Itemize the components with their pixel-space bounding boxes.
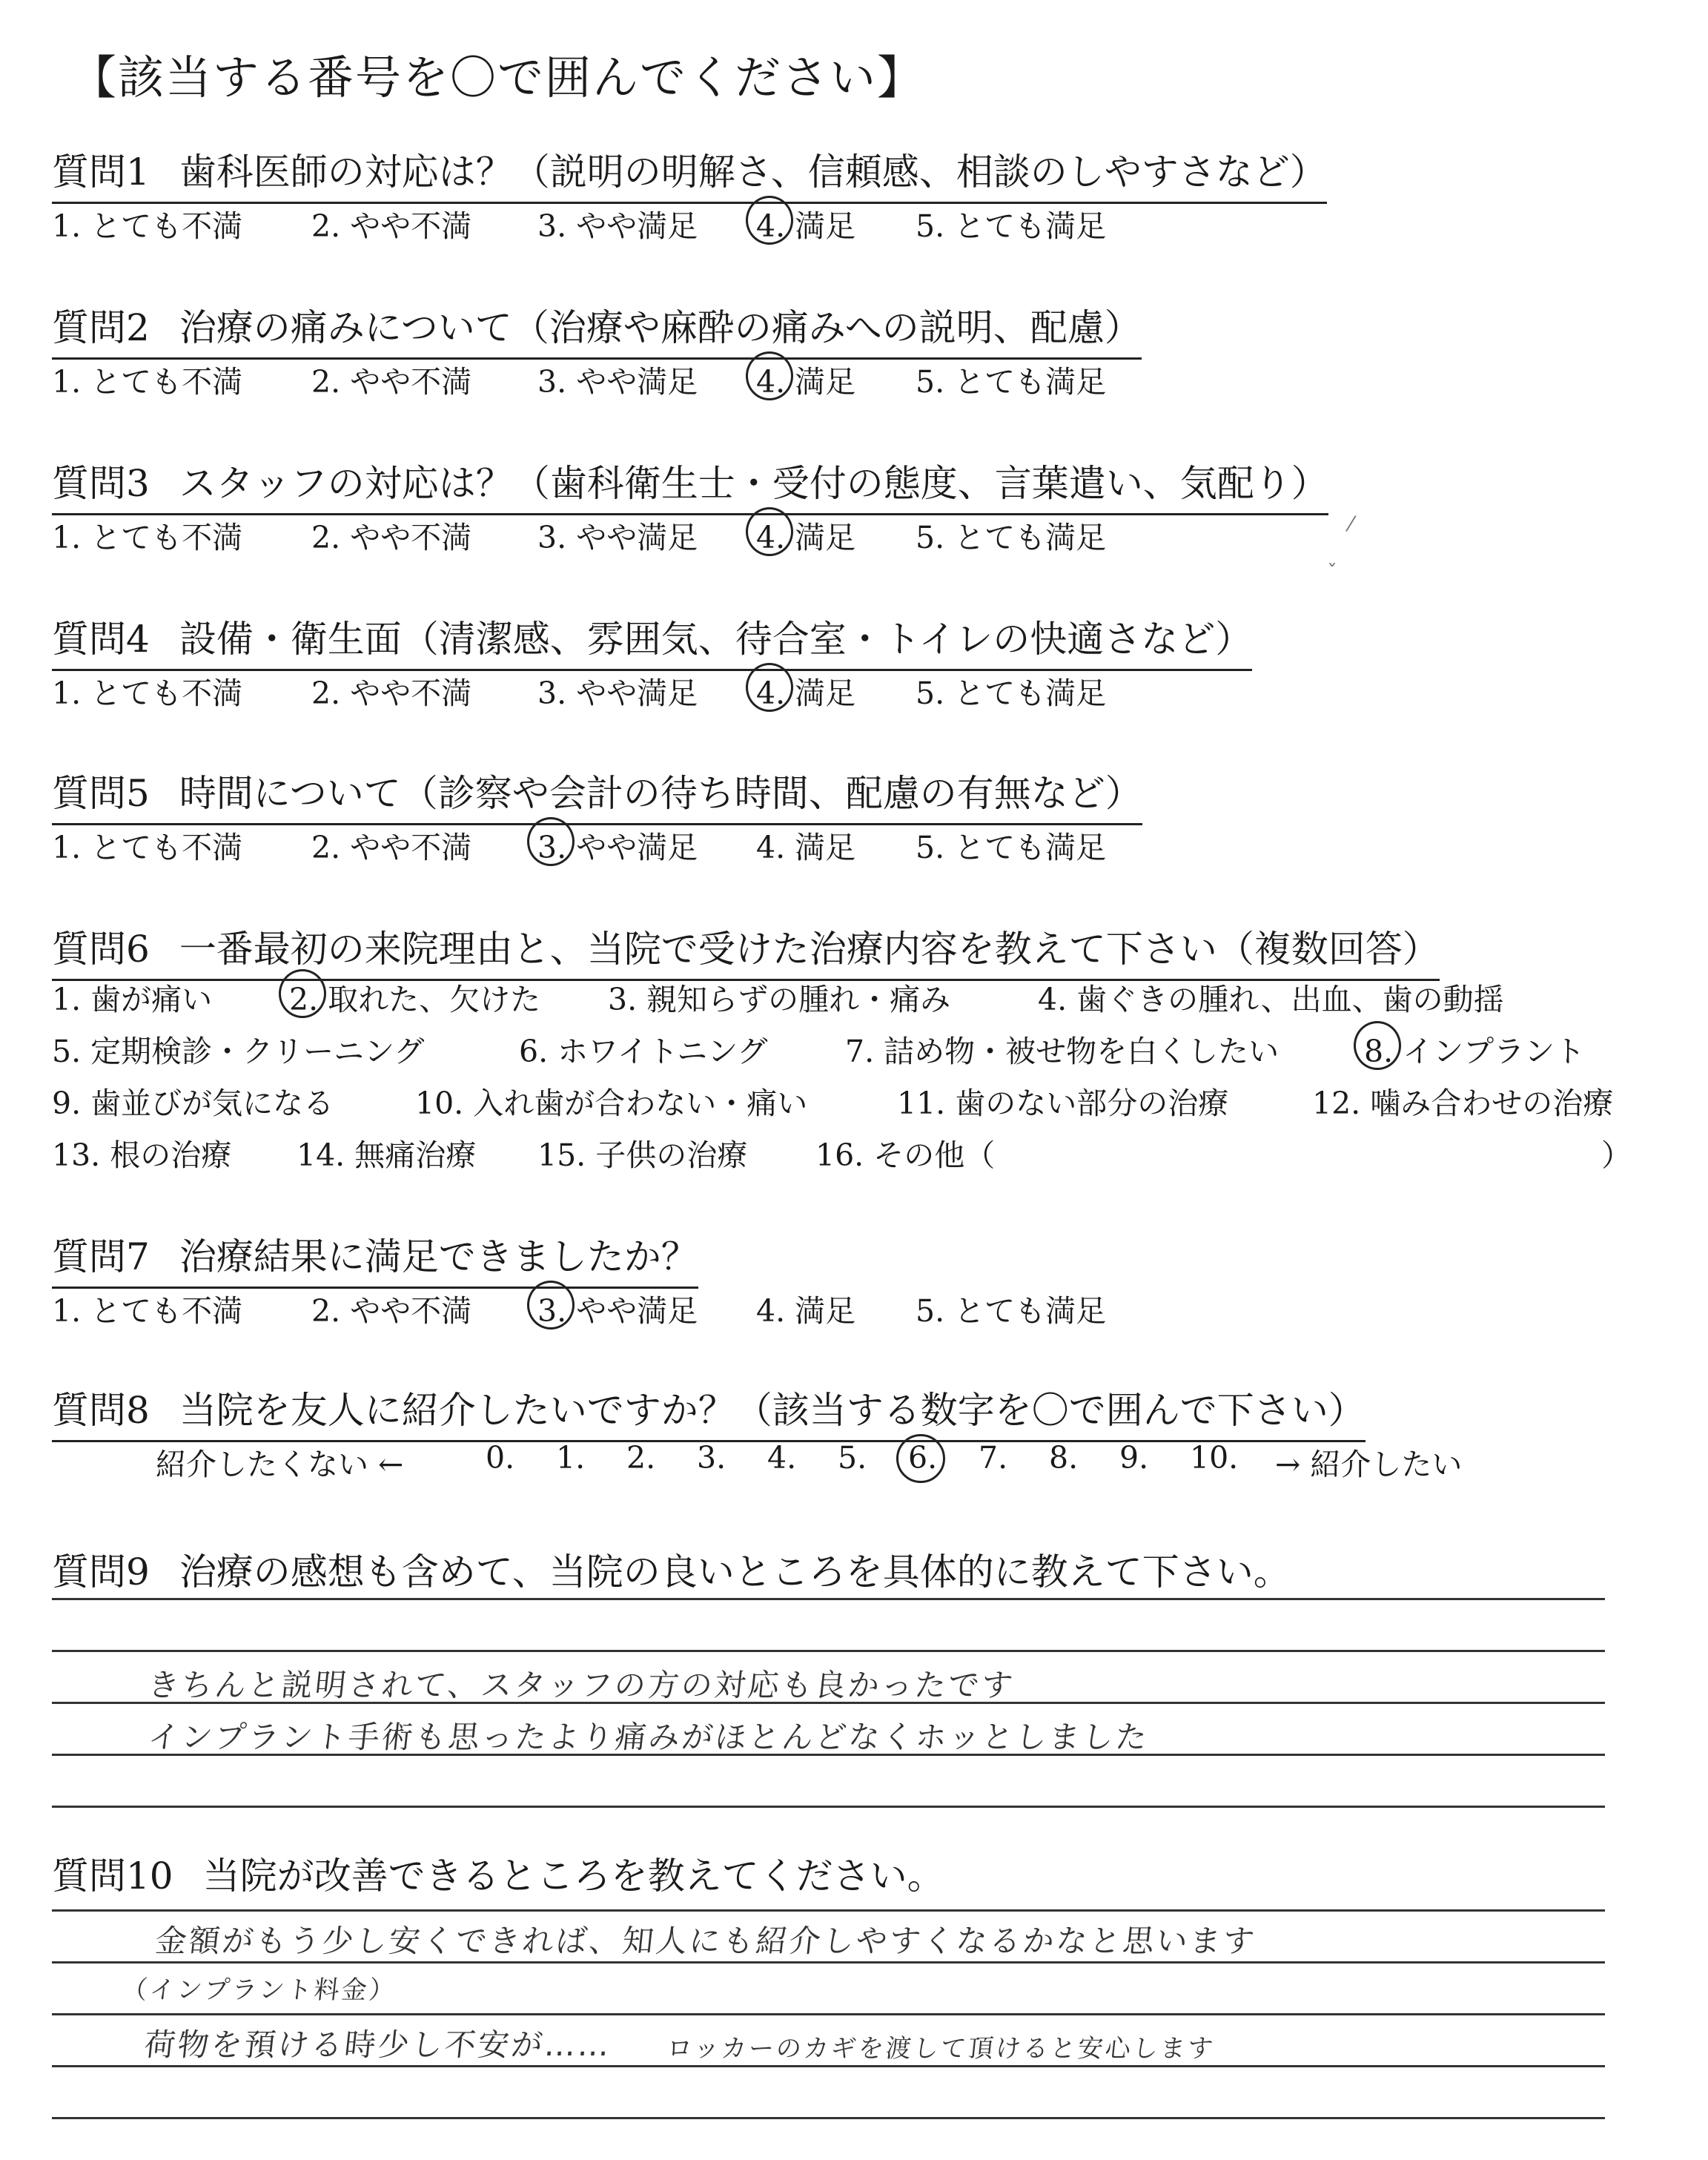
q6-option-4[interactable]: 4. 歯ぐきの腫れ、出血、歯の動揺 bbox=[1038, 982, 1504, 1017]
q8-value-4[interactable]: 4. bbox=[767, 1440, 797, 1476]
q5-option-1[interactable]: 1. とても不満 bbox=[52, 830, 243, 865]
q2-option-3[interactable]: 3. やや満足 bbox=[537, 364, 698, 400]
q4-option-3[interactable]: 3. やや満足 bbox=[537, 676, 698, 711]
q8-value-1[interactable]: 1. bbox=[556, 1440, 586, 1476]
q10-handwritten-answer-2: （インプラント料金） bbox=[120, 1975, 398, 2005]
question-9-number: 質問9 bbox=[52, 1550, 150, 1593]
q7-option-2[interactable]: 2. やや不満 bbox=[311, 1293, 472, 1329]
question-4-number: 質問4 bbox=[52, 618, 150, 661]
q9-handwritten-answer-1: きちんと説明されて、スタッフの方の対応も良かったです bbox=[146, 1667, 1017, 1703]
q6-option-1[interactable]: 1. 歯が痛い bbox=[52, 982, 213, 1017]
q3-option-5[interactable]: 5. とても満足 bbox=[916, 520, 1107, 555]
question-5-text: 時間について（診察や会計の待ち時間、配慮の有無など） bbox=[179, 772, 1142, 815]
question-5-heading bbox=[52, 764, 1142, 825]
question-2-number: 質問2 bbox=[52, 306, 150, 349]
q10-answer-line-1 bbox=[52, 1909, 1605, 1912]
question-3-text: スタッフの対応は？（歯科衛生士・受付の態度、言葉遣い、気配り） bbox=[179, 462, 1328, 505]
page-title: 【該当する番号を〇で囲んでください】 bbox=[70, 50, 925, 105]
q2-option-5[interactable]: 5. とても満足 bbox=[916, 364, 1107, 400]
q1-option-2[interactable]: 2. やや不満 bbox=[311, 208, 472, 244]
q8-left-label: 紹介したくない ← bbox=[156, 1447, 404, 1482]
question-8-heading bbox=[52, 1381, 1366, 1442]
q7-option-5[interactable]: 5. とても満足 bbox=[916, 1293, 1107, 1329]
question-1-text: 歯科医師の対応は？（説明の明解さ、信頼感、相談のしやすさなど） bbox=[179, 151, 1327, 194]
q6-option-13[interactable]: 13. 根の治療 bbox=[52, 1137, 232, 1173]
q5-option-3-circled[interactable]: 3. やや満足 bbox=[537, 823, 698, 867]
q9-answer-line-5 bbox=[52, 1806, 1605, 1808]
q8-value-0[interactable]: 0. bbox=[486, 1440, 515, 1476]
question-10-heading bbox=[52, 1846, 944, 1906]
q8-value-9[interactable]: 9. bbox=[1119, 1440, 1149, 1476]
q9-answer-line-3 bbox=[52, 1702, 1605, 1704]
question-4-text: 設備・衛生面（清潔感、雰囲気、待合室・トイレの快適さなど） bbox=[179, 618, 1253, 661]
stray-pen-mark: ⁄ bbox=[1349, 512, 1353, 536]
question-10-text: 当院が改善できるところを教えてください。 bbox=[202, 1855, 944, 1898]
q2-option-4-circled[interactable]: 4. 満足 bbox=[756, 357, 855, 401]
question-8-number: 質問8 bbox=[52, 1389, 150, 1432]
q10-answer-line-3 bbox=[52, 2013, 1605, 2015]
q3-option-2[interactable]: 2. やや不満 bbox=[311, 520, 472, 555]
q6-option-7[interactable]: 7. 詰め物・被せ物を白くしたい bbox=[845, 1034, 1280, 1069]
q8-value-8[interactable]: 8. bbox=[1049, 1440, 1079, 1476]
q7-option-3-circled[interactable]: 3. やや満足 bbox=[537, 1287, 698, 1330]
q9-answer-line-4 bbox=[52, 1754, 1605, 1756]
question-9-text: 治療の感想も含めて、当院の良いところを具体的に教えて下さい。 bbox=[179, 1550, 1291, 1593]
q1-option-3[interactable]: 3. やや満足 bbox=[537, 208, 698, 244]
q3-option-1[interactable]: 1. とても不満 bbox=[52, 520, 243, 555]
question-5-number: 質問5 bbox=[52, 772, 150, 815]
q6-option-2-circled[interactable]: 2. 取れた、欠けた bbox=[289, 975, 540, 1019]
q8-value-2[interactable]: 2. bbox=[626, 1440, 656, 1476]
q7-option-1[interactable]: 1. とても不満 bbox=[52, 1293, 243, 1329]
q8-value-6-circled[interactable]: 6. bbox=[908, 1440, 938, 1476]
q9-answer-line-1 bbox=[52, 1598, 1605, 1600]
question-3-heading bbox=[52, 454, 1328, 515]
q8-value-7[interactable]: 7. bbox=[979, 1440, 1008, 1476]
q10-answer-line-2 bbox=[52, 1961, 1605, 1964]
q4-option-5[interactable]: 5. とても満足 bbox=[916, 676, 1107, 711]
question-6-heading bbox=[52, 919, 1440, 981]
question-7-heading bbox=[52, 1227, 698, 1289]
q6-option-8-circled[interactable]: 8. インプラント bbox=[1364, 1027, 1585, 1071]
q6-option-6[interactable]: 6. ホワイトニング bbox=[519, 1034, 768, 1069]
q8-value-5[interactable]: 5. bbox=[838, 1440, 867, 1476]
q10-handwritten-answer-1: 金額がもう少し安くできれば、知人にも紹介しやすくなるかなと思います bbox=[153, 1923, 1259, 1959]
q8-value-3[interactable]: 3. bbox=[697, 1440, 726, 1476]
q7-option-4[interactable]: 4. 満足 bbox=[756, 1293, 856, 1329]
q5-option-5[interactable]: 5. とても満足 bbox=[916, 830, 1107, 865]
q1-option-5[interactable]: 5. とても満足 bbox=[916, 208, 1107, 244]
question-9-heading bbox=[52, 1542, 1291, 1602]
question-3-number: 質問3 bbox=[52, 462, 150, 505]
question-1-heading bbox=[52, 142, 1327, 204]
q2-option-1[interactable]: 1. とても不満 bbox=[52, 364, 243, 400]
q6-option-16-close-paren: ） bbox=[1601, 1137, 1632, 1173]
q6-option-14[interactable]: 14. 無痛治療 bbox=[297, 1137, 477, 1173]
q6-option-11[interactable]: 11. 歯のない部分の治療 bbox=[897, 1086, 1229, 1121]
q4-option-4-circled[interactable]: 4. 満足 bbox=[756, 669, 855, 713]
question-2-heading bbox=[52, 298, 1142, 360]
q4-option-1[interactable]: 1. とても不満 bbox=[52, 676, 243, 711]
q5-option-4[interactable]: 4. 満足 bbox=[756, 830, 856, 865]
q5-option-2[interactable]: 2. やや不満 bbox=[311, 830, 472, 865]
question-10-number: 質問10 bbox=[52, 1855, 173, 1898]
q6-option-16[interactable]: 16. その他（ bbox=[815, 1137, 996, 1173]
q6-option-15[interactable]: 15. 子供の治療 bbox=[537, 1137, 748, 1173]
q8-right-label: → 紹介したい bbox=[1275, 1447, 1463, 1482]
q3-option-4-circled[interactable]: 4. 満足 bbox=[756, 513, 855, 557]
question-4-heading bbox=[52, 610, 1252, 671]
q8-value-10[interactable]: 10. bbox=[1190, 1440, 1239, 1476]
q10-answer-line-5 bbox=[52, 2117, 1605, 2119]
q1-option-4-circled[interactable]: 4. 満足 bbox=[756, 202, 855, 245]
q6-option-5[interactable]: 5. 定期検診・クリーニング bbox=[52, 1034, 425, 1069]
q1-option-1[interactable]: 1. とても不満 bbox=[52, 208, 243, 244]
q6-option-9[interactable]: 9. 歯並びが気になる bbox=[52, 1086, 334, 1121]
question-8-text: 当院を友人に紹介したいですか？（該当する数字を〇で囲んで下さい） bbox=[179, 1389, 1366, 1432]
q6-option-10[interactable]: 10. 入れ歯が合わない・痛い bbox=[415, 1086, 808, 1121]
question-6-text: 一番最初の来院理由と、当院で受けた治療内容を教えて下さい（複数回答） bbox=[179, 928, 1440, 971]
q6-option-12[interactable]: 12. 噛み合わせの治療 bbox=[1312, 1086, 1614, 1121]
q6-option-3[interactable]: 3. 親知らずの腫れ・痛み bbox=[608, 982, 951, 1017]
q9-handwritten-answer-2: インプラント手術も思ったより痛みがほとんどなくホッとしました bbox=[146, 1719, 1151, 1755]
q2-option-2[interactable]: 2. やや不満 bbox=[311, 364, 472, 400]
question-7-number: 質問7 bbox=[52, 1235, 150, 1278]
question-6-number: 質問6 bbox=[52, 928, 150, 971]
q9-answer-line-2 bbox=[52, 1650, 1605, 1652]
q3-option-3[interactable]: 3. やや満足 bbox=[537, 520, 698, 555]
q10-handwritten-answer-3: 荷物を預ける時少し不安が…… bbox=[142, 2027, 614, 2063]
q10-handwritten-answer-4: ロッカーのカギを渡して頂けると安心します bbox=[665, 2034, 1217, 2064]
question-1-number: 質問1 bbox=[52, 151, 150, 194]
q4-option-2[interactable]: 2. やや不満 bbox=[311, 676, 472, 711]
question-7-text: 治療結果に満足できましたか？ bbox=[179, 1235, 698, 1278]
stray-pen-mark-2: ˇ bbox=[1327, 560, 1337, 584]
question-2-text: 治療の痛みについて（治療や麻酔の痛みへの説明、配慮） bbox=[179, 306, 1142, 349]
q10-answer-line-4 bbox=[52, 2065, 1605, 2067]
